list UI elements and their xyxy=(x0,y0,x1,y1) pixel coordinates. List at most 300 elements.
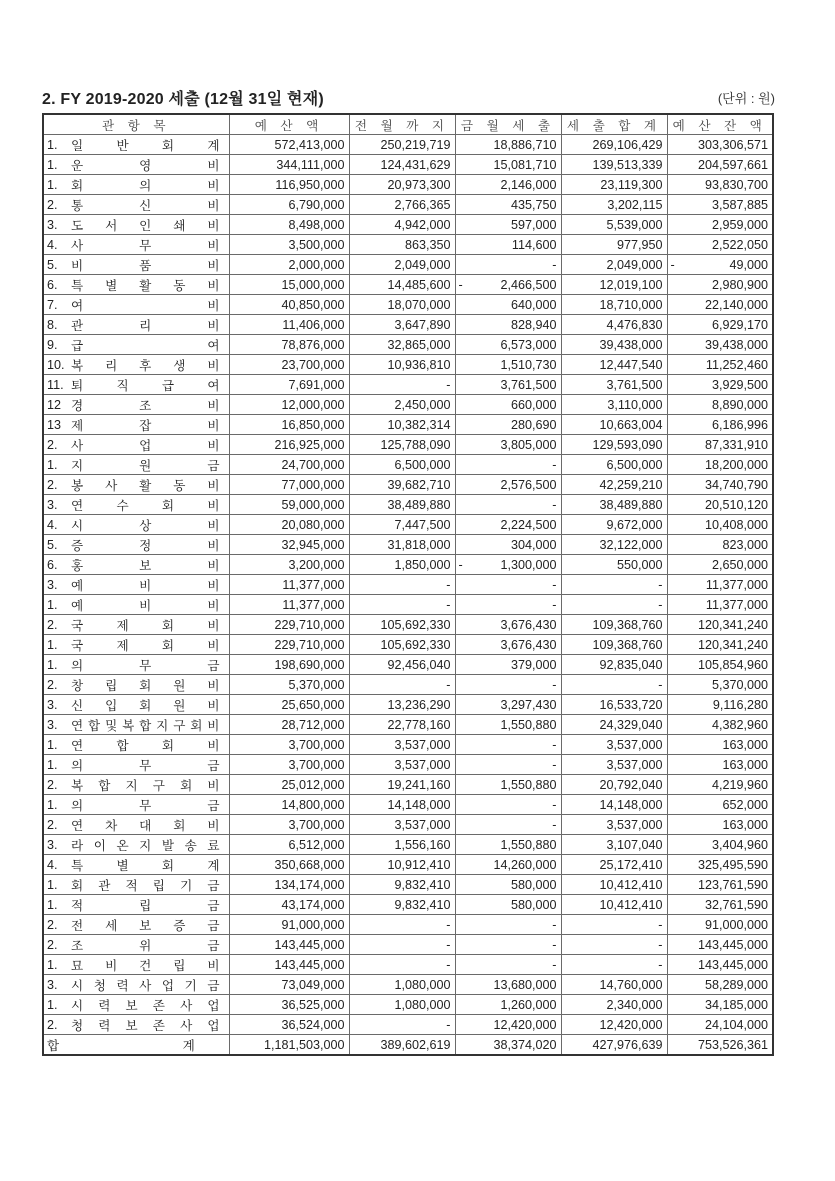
cell-value: 10,408,000 xyxy=(704,517,768,532)
row-number: 3. xyxy=(47,697,58,712)
row-number: 8. xyxy=(47,317,58,332)
cell-value: 105,692,330 xyxy=(380,617,451,632)
row-number: 9. xyxy=(47,337,58,352)
cell-total xyxy=(561,595,667,615)
cell-value: 2,766,365 xyxy=(394,197,451,212)
cell-month xyxy=(455,235,561,255)
row-name: 신 입 회 원 비 xyxy=(71,699,220,713)
cell-month xyxy=(455,155,561,175)
cell-prev xyxy=(349,135,455,155)
cell-prev xyxy=(349,675,455,695)
cell-month xyxy=(455,815,561,835)
cell-value: - xyxy=(552,257,557,272)
total-prev: 389,602,619 xyxy=(349,1035,455,1056)
cell-value: 3,805,000 xyxy=(500,437,557,452)
row-number: 2. xyxy=(47,777,58,792)
row-number: 1. xyxy=(47,137,58,152)
cell-prev xyxy=(349,195,455,215)
cell-value: - xyxy=(552,757,557,772)
row-name: 회 관 적 립 기 금 xyxy=(71,879,220,893)
cell-value: 12,019,100 xyxy=(599,277,663,292)
cell-value: 3,297,430 xyxy=(500,697,557,712)
cell-value: 20,510,120 xyxy=(704,497,768,512)
cell-value: - xyxy=(658,577,663,592)
cell-value: 10,412,410 xyxy=(599,877,663,892)
table-row xyxy=(43,1015,773,1035)
cell-total xyxy=(561,175,667,195)
cell-value: - xyxy=(446,377,451,392)
cell-prev xyxy=(349,935,455,955)
table-row xyxy=(43,235,773,255)
cell-prev xyxy=(349,975,455,995)
cell-value: 93,830,700 xyxy=(704,177,768,192)
row-label xyxy=(43,155,229,175)
table-row xyxy=(43,355,773,375)
table-row xyxy=(43,495,773,515)
cell-budget xyxy=(229,295,349,315)
cell-value: 823,000 xyxy=(722,537,768,552)
row-label xyxy=(43,715,229,735)
row-number: 2. xyxy=(47,937,58,952)
row-label xyxy=(43,595,229,615)
table-row xyxy=(43,215,773,235)
row-number: 2. xyxy=(47,437,58,452)
cell-month xyxy=(455,315,561,335)
table-row xyxy=(43,735,773,755)
cell-value: 77,000,000 xyxy=(281,477,345,492)
cell-prev xyxy=(349,175,455,195)
cell-balance xyxy=(667,315,773,335)
cell-value: 4,382,960 xyxy=(711,717,768,732)
cell-value: 11,377,000 xyxy=(282,597,345,612)
row-label xyxy=(43,835,229,855)
cell-value: 78,876,000 xyxy=(281,337,345,352)
row-name: 시 청 력 사 업 기 금 xyxy=(71,979,220,993)
cell-prev xyxy=(349,855,455,875)
cell-month xyxy=(455,395,561,415)
cell-prev xyxy=(349,515,455,535)
row-name: 의 무 금 xyxy=(71,759,220,773)
cell-prev xyxy=(349,315,455,335)
cell-value: - xyxy=(658,957,663,972)
cell-value: - xyxy=(552,957,557,972)
table-row xyxy=(43,755,773,775)
cell-value: 20,080,000 xyxy=(281,517,345,532)
table-row xyxy=(43,155,773,175)
cell-month xyxy=(455,755,561,775)
cell-value: 15,000,000 xyxy=(281,277,345,292)
cell-value: 25,650,000 xyxy=(281,697,345,712)
cell-month xyxy=(455,795,561,815)
cell-month xyxy=(455,615,561,635)
row-name: 의 무 금 xyxy=(71,659,220,673)
cell-value: 303,306,571 xyxy=(697,137,768,152)
cell-value: 124,431,629 xyxy=(380,157,451,172)
cell-value: 43,174,000 xyxy=(281,897,345,912)
cell-value: 1,550,880 xyxy=(500,777,557,792)
cell-prev xyxy=(349,275,455,295)
table-row xyxy=(43,435,773,455)
cell-month xyxy=(455,895,561,915)
cell-value: 23,119,300 xyxy=(600,177,663,192)
cell-total xyxy=(561,895,667,915)
table-row xyxy=(43,835,773,855)
row-number: 1. xyxy=(47,657,58,672)
cell-value: 105,692,330 xyxy=(380,637,451,652)
cell-total xyxy=(561,535,667,555)
cell-total xyxy=(561,555,667,575)
table-row xyxy=(43,935,773,955)
cell-value: 87,331,910 xyxy=(704,437,768,452)
row-number: 1. xyxy=(47,897,58,912)
cell-budget xyxy=(229,375,349,395)
row-number: 7. xyxy=(47,297,58,312)
cell-value: 134,174,000 xyxy=(274,877,345,892)
row-name: 홍 보 비 xyxy=(71,559,220,573)
cell-total xyxy=(561,655,667,675)
cell-month xyxy=(455,595,561,615)
cell-value: 229,710,000 xyxy=(274,617,345,632)
cell-total xyxy=(561,775,667,795)
cell-balance xyxy=(667,175,773,195)
cell-prev xyxy=(349,795,455,815)
cell-value: 139,513,339 xyxy=(592,157,663,172)
table-row xyxy=(43,695,773,715)
cell-value: 34,185,000 xyxy=(704,997,768,1012)
cell-value: 6,500,000 xyxy=(394,457,451,472)
cell-balance xyxy=(667,595,773,615)
row-number: 2. xyxy=(47,817,58,832)
cell-total xyxy=(561,695,667,715)
cell-month xyxy=(455,715,561,735)
cell-prev xyxy=(349,835,455,855)
row-label xyxy=(43,375,229,395)
cell-value: - xyxy=(446,597,451,612)
cell-value: 143,445,000 xyxy=(697,957,768,972)
row-number: 3. xyxy=(47,577,58,592)
cell-value: 34,740,790 xyxy=(704,477,768,492)
cell-prev xyxy=(349,415,455,435)
table-row xyxy=(43,635,773,655)
row-label xyxy=(43,915,229,935)
cell-total xyxy=(561,795,667,815)
cell-value: 652,000 xyxy=(722,797,768,812)
cell-value: 4,219,960 xyxy=(711,777,768,792)
table-row xyxy=(43,595,773,615)
row-label xyxy=(43,495,229,515)
cell-month xyxy=(455,135,561,155)
cell-value: 20,973,300 xyxy=(387,177,451,192)
cell-value: 10,382,314 xyxy=(387,417,451,432)
cell-total xyxy=(561,735,667,755)
row-number: 3. xyxy=(47,837,58,852)
cell-value: 6,573,000 xyxy=(500,337,557,352)
row-label xyxy=(43,215,229,235)
table-row xyxy=(43,515,773,535)
cell-value: 42,259,210 xyxy=(599,477,663,492)
cell-value: 250,219,719 xyxy=(380,137,451,152)
table-row xyxy=(43,315,773,335)
cell-month xyxy=(455,675,561,695)
cell-prev xyxy=(349,535,455,555)
cell-balance xyxy=(667,455,773,475)
row-name: 급 여 xyxy=(71,339,220,353)
cell-value: 304,000 xyxy=(510,537,557,552)
cell-prev xyxy=(349,775,455,795)
row-label xyxy=(43,675,229,695)
row-number: 2. xyxy=(47,617,58,632)
row-label xyxy=(43,475,229,495)
cell-value: 3,107,040 xyxy=(606,837,663,852)
cell-prev xyxy=(349,295,455,315)
row-label xyxy=(43,515,229,535)
cell-balance xyxy=(667,815,773,835)
cell-balance xyxy=(667,835,773,855)
table-row xyxy=(43,955,773,975)
cell-balance xyxy=(667,275,773,295)
cell-total xyxy=(561,875,667,895)
cell-value: 12,420,000 xyxy=(493,1017,557,1032)
cell-total xyxy=(561,315,667,335)
cell-value: 120,341,240 xyxy=(697,637,768,652)
cell-prev xyxy=(349,155,455,175)
row-label xyxy=(43,755,229,775)
header-previous: 전 월 까 지 xyxy=(349,114,455,135)
cell-prev xyxy=(349,595,455,615)
cell-balance xyxy=(667,475,773,495)
cell-value: 12,000,000 xyxy=(281,397,345,412)
cell-value: - xyxy=(552,797,557,812)
cell-value: 163,000 xyxy=(722,737,768,752)
cell-prev xyxy=(349,395,455,415)
total-balance: 753,526,361 xyxy=(667,1035,773,1056)
table-row xyxy=(43,535,773,555)
cell-value: 38,489,880 xyxy=(599,497,663,512)
cell-balance xyxy=(667,715,773,735)
cell-month xyxy=(455,855,561,875)
cell-total xyxy=(561,195,667,215)
table-row xyxy=(43,815,773,835)
cell-budget xyxy=(229,715,349,735)
cell-value: 22,778,160 xyxy=(387,717,451,732)
cell-value: 13,680,000 xyxy=(493,977,557,992)
cell-value: 8,498,000 xyxy=(288,217,345,232)
cell-value: 11,377,000 xyxy=(282,577,345,592)
row-label xyxy=(43,615,229,635)
table-row xyxy=(43,415,773,435)
cell-balance xyxy=(667,135,773,155)
cell-value: 11,377,000 xyxy=(705,577,768,592)
row-label xyxy=(43,415,229,435)
cell-value: 24,329,040 xyxy=(599,717,663,732)
row-number: 2. xyxy=(47,1017,58,1032)
cell-balance xyxy=(667,235,773,255)
cell-prev xyxy=(349,615,455,635)
cell-prev xyxy=(349,715,455,735)
cell-value: 3,587,885 xyxy=(711,197,768,212)
cell-budget xyxy=(229,615,349,635)
row-name: 예 비 비 xyxy=(71,579,220,593)
table-row xyxy=(43,395,773,415)
table-row xyxy=(43,195,773,215)
cell-balance xyxy=(667,615,773,635)
cell-value: 22,140,000 xyxy=(704,297,768,312)
cell-value: 14,148,000 xyxy=(387,797,451,812)
table-row xyxy=(43,475,773,495)
row-number: 3. xyxy=(47,497,58,512)
cell-balance xyxy=(667,875,773,895)
cell-value: - xyxy=(552,457,557,472)
row-label xyxy=(43,455,229,475)
cell-value: 216,925,000 xyxy=(274,437,345,452)
table-row xyxy=(43,615,773,635)
cell-balance xyxy=(667,1015,773,1035)
cell-value: 114,600 xyxy=(511,237,557,252)
cell-month xyxy=(455,875,561,895)
cell-value: 14,485,600 xyxy=(387,277,451,292)
cell-value: 129,593,090 xyxy=(592,437,663,452)
cell-balance xyxy=(667,515,773,535)
cell-balance xyxy=(667,555,773,575)
row-label xyxy=(43,955,229,975)
row-name: 비 품 비 xyxy=(71,259,220,273)
cell-value: 1,510,730 xyxy=(500,357,557,372)
cell-prev xyxy=(349,435,455,455)
row-name: 특 별 회 계 xyxy=(71,859,220,873)
cell-total xyxy=(561,235,667,255)
cell-balance xyxy=(667,415,773,435)
cell-value: 125,788,090 xyxy=(380,437,451,452)
cell-value: 18,710,000 xyxy=(599,297,663,312)
row-number: 1. xyxy=(47,877,58,892)
cell-value: 23,700,000 xyxy=(281,357,345,372)
cell-budget xyxy=(229,675,349,695)
row-name: 의 무 금 xyxy=(71,799,220,813)
cell-value: 3,537,000 xyxy=(606,757,663,772)
row-name: 국 제 회 비 xyxy=(71,619,220,633)
row-number: 5. xyxy=(47,537,58,552)
cell-value: 14,260,000 xyxy=(493,857,557,872)
cell-value: 2,224,500 xyxy=(500,517,557,532)
cell-value: 92,835,040 xyxy=(599,657,663,672)
table-row xyxy=(43,775,773,795)
cell-value: 977,950 xyxy=(616,237,663,252)
row-label xyxy=(43,635,229,655)
row-label xyxy=(43,395,229,415)
cell-balance xyxy=(667,975,773,995)
cell-total xyxy=(561,395,667,415)
table-row xyxy=(43,335,773,355)
row-label xyxy=(43,935,229,955)
cell-total xyxy=(561,1015,667,1035)
row-name: 관 리 비 xyxy=(71,319,220,333)
row-number: 2. xyxy=(47,197,58,212)
row-number: 2. xyxy=(47,917,58,932)
row-label xyxy=(43,795,229,815)
cell-budget xyxy=(229,795,349,815)
row-name: 특 별 활 동 비 xyxy=(71,279,220,293)
cell-value: - xyxy=(446,937,451,952)
cell-balance xyxy=(667,755,773,775)
cell-value: 2,576,500 xyxy=(500,477,557,492)
cell-budget xyxy=(229,635,349,655)
table-row xyxy=(43,655,773,675)
table-body xyxy=(43,135,773,1056)
row-name: 퇴 직 급 여 xyxy=(71,379,220,393)
cell-month xyxy=(455,955,561,975)
table-row xyxy=(43,175,773,195)
cell-month xyxy=(455,495,561,515)
header-budget: 예 산 액 xyxy=(229,114,349,135)
cell-value: 91,000,000 xyxy=(704,917,768,932)
cell-budget xyxy=(229,775,349,795)
cell-value: 109,368,760 xyxy=(592,637,663,652)
cell-balance xyxy=(667,695,773,715)
cell-prev xyxy=(349,255,455,275)
cell-total xyxy=(561,755,667,775)
row-number: 1. xyxy=(47,157,58,172)
cell-value: 1,550,880 xyxy=(500,837,557,852)
row-label xyxy=(43,875,229,895)
cell-prev xyxy=(349,735,455,755)
row-label xyxy=(43,995,229,1015)
row-name: 복 리 후 생 비 xyxy=(71,359,220,373)
row-number: 4. xyxy=(47,237,58,252)
cell-value: 143,445,000 xyxy=(274,937,345,952)
cell-value: 9,832,410 xyxy=(394,877,451,892)
cell-month xyxy=(455,995,561,1015)
row-name: 조 위 금 xyxy=(71,939,220,953)
cell-prev xyxy=(349,235,455,255)
cell-budget xyxy=(229,335,349,355)
row-name: 사 업 비 xyxy=(71,439,220,453)
cell-value: - xyxy=(658,677,663,692)
cell-value: 5,370,000 xyxy=(711,677,768,692)
cell-value: 6,500,000 xyxy=(606,457,663,472)
row-number: 1. xyxy=(47,757,58,772)
cell-budget xyxy=(229,315,349,335)
cell-value: 11,252,460 xyxy=(705,357,768,372)
row-name: 봉 사 활 동 비 xyxy=(71,479,220,493)
cell-total xyxy=(561,215,667,235)
cell-budget xyxy=(229,555,349,575)
total-row xyxy=(43,1035,773,1056)
cell-value: 32,865,000 xyxy=(387,337,451,352)
row-number: 2. xyxy=(47,677,58,692)
cell-value: 344,111,000 xyxy=(276,157,345,172)
cell-value: 3,761,500 xyxy=(500,377,557,392)
row-label xyxy=(43,315,229,335)
cell-total xyxy=(561,415,667,435)
cell-value: 3,700,000 xyxy=(288,817,345,832)
cell-total xyxy=(561,835,667,855)
cell-total xyxy=(561,975,667,995)
cell-month xyxy=(455,975,561,995)
cell-value: - xyxy=(552,677,557,692)
cell-budget xyxy=(229,395,349,415)
table-row xyxy=(43,715,773,735)
table-row xyxy=(43,895,773,915)
cell-value: 2,650,000 xyxy=(711,557,768,572)
cell-value: 143,445,000 xyxy=(697,937,768,952)
row-number: 5. xyxy=(47,257,58,272)
cell-prev xyxy=(349,955,455,975)
cell-value: 3,700,000 xyxy=(288,737,345,752)
cell-balance xyxy=(667,355,773,375)
cell-prev xyxy=(349,335,455,355)
cell-budget xyxy=(229,975,349,995)
cell-value: - xyxy=(446,1017,451,1032)
